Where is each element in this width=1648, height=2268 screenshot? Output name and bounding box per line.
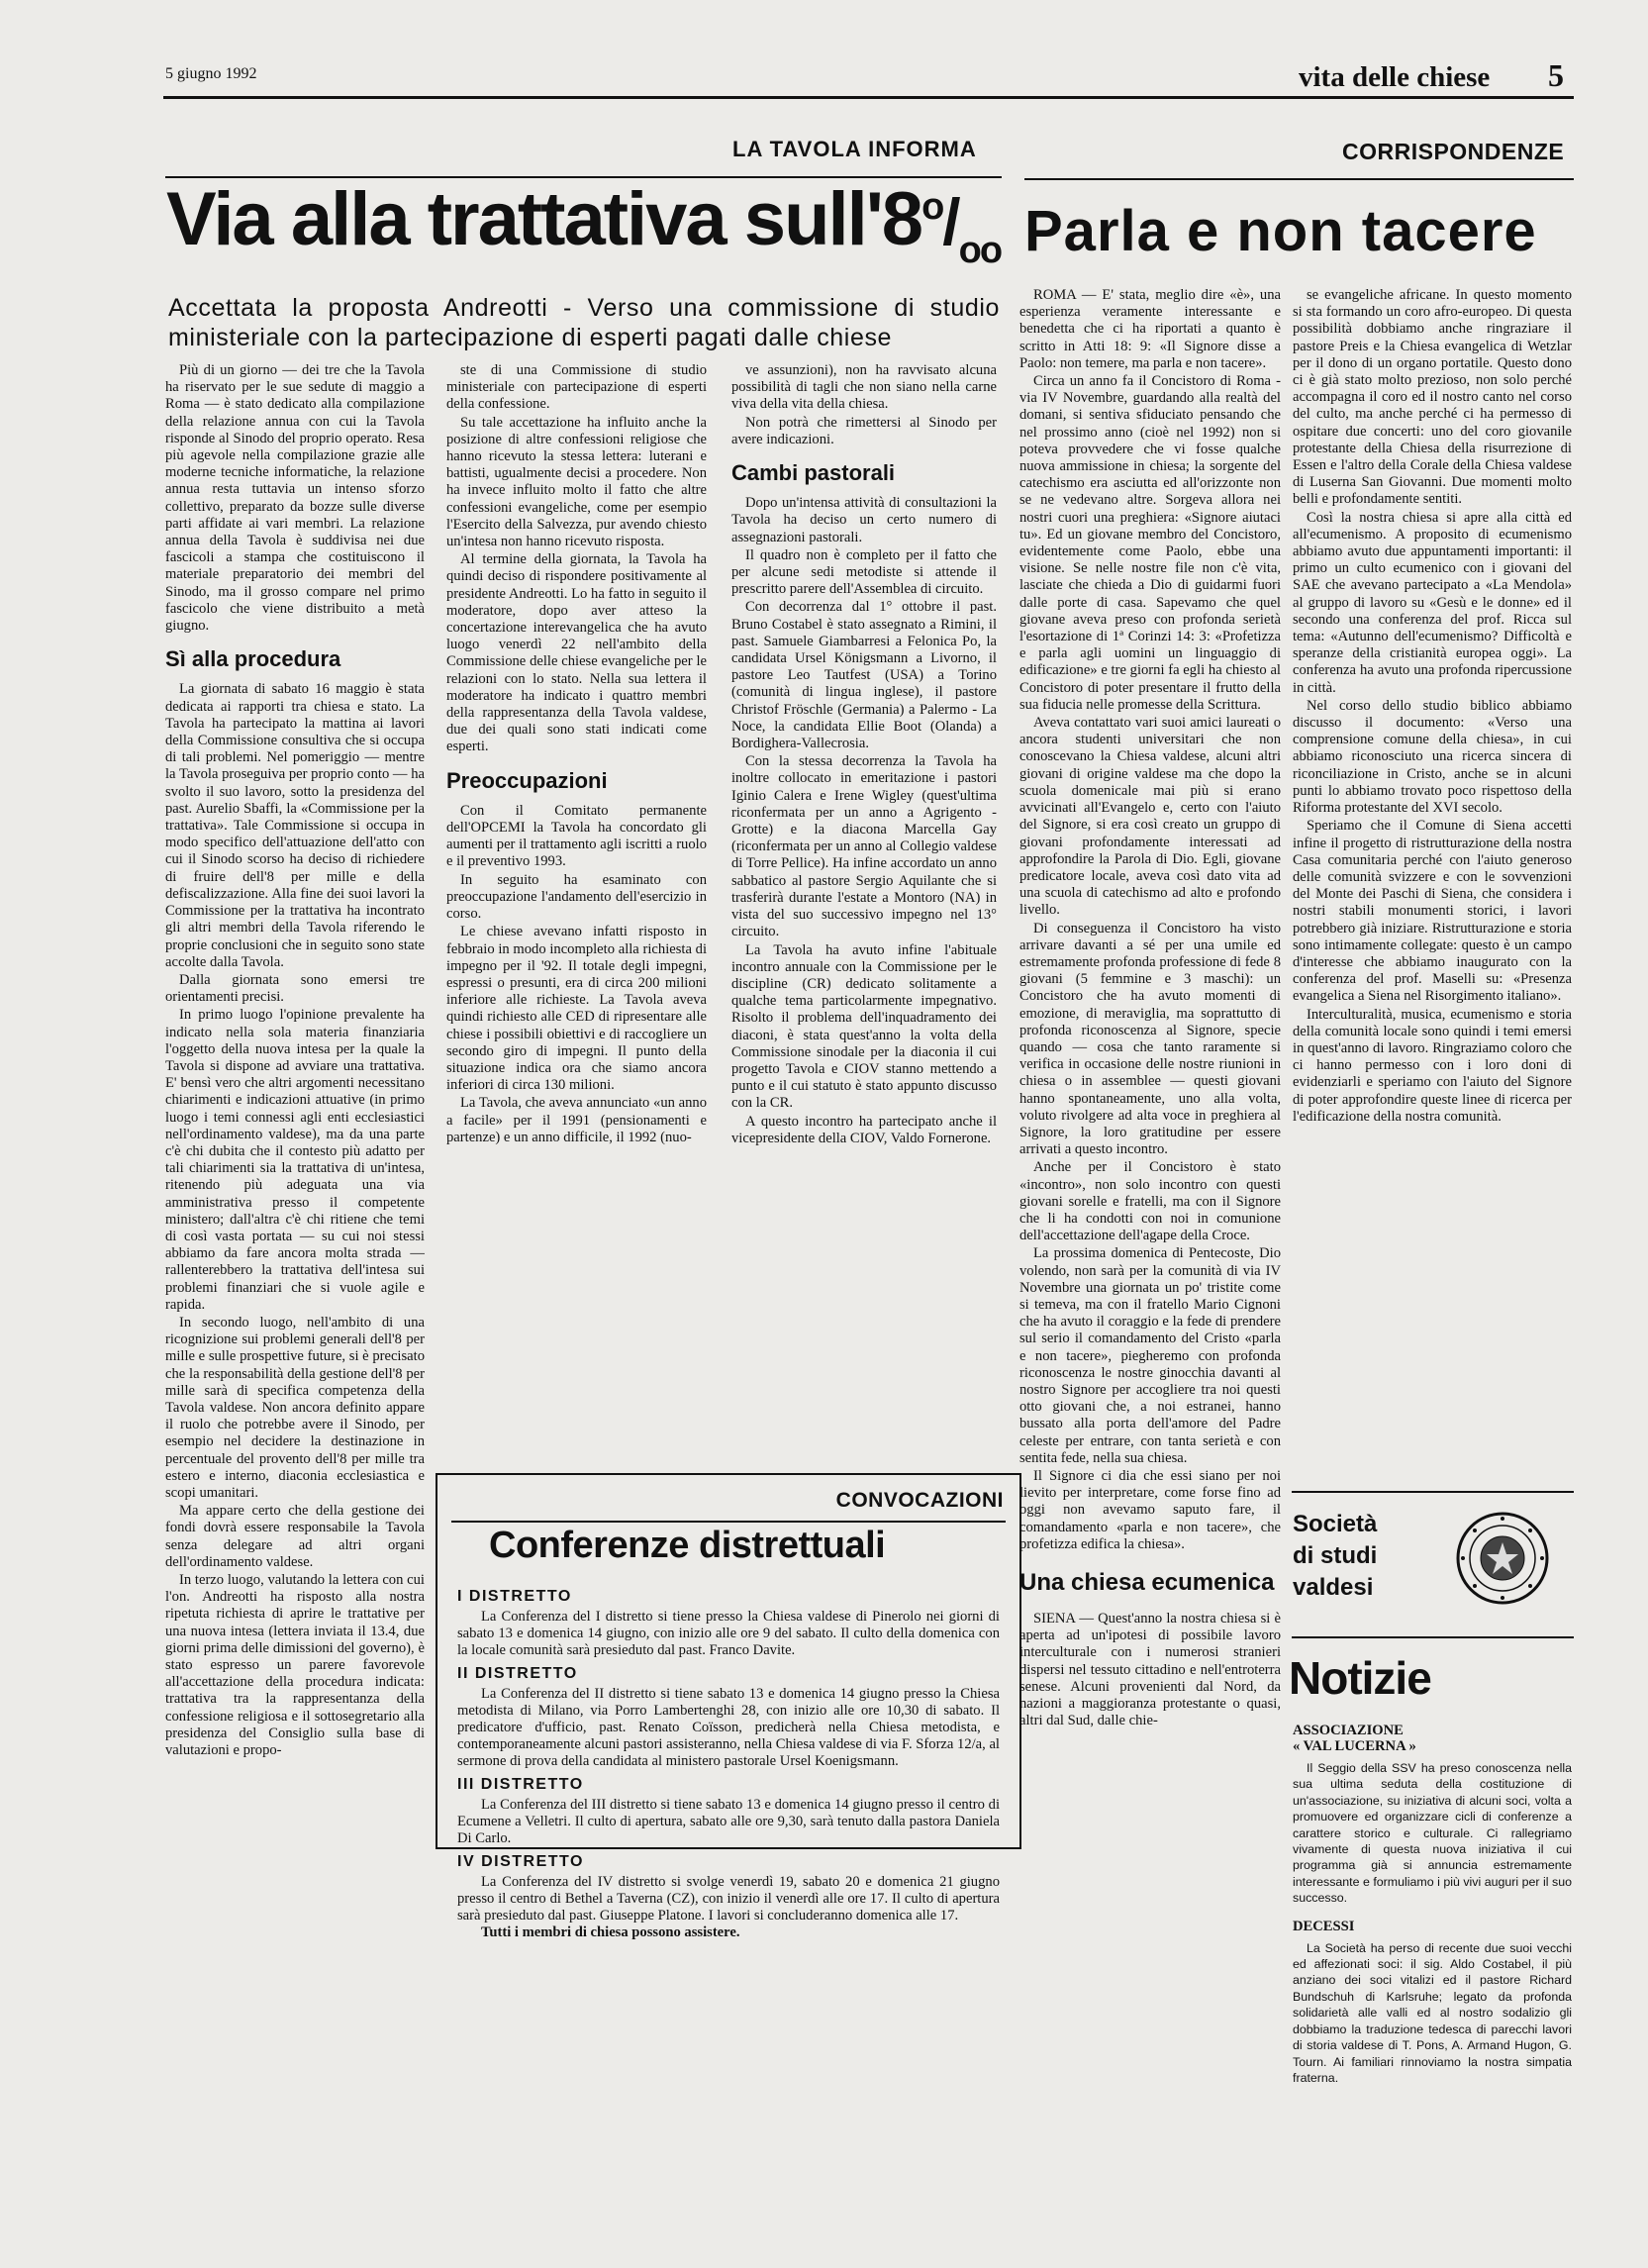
conferenze-list [457, 1582, 1000, 1941]
paragraph: ste di una Commissione di studio ministeriale con partecipazione di esperti della confessione. [446, 362, 707, 413]
society-seal-icon [1455, 1511, 1550, 1606]
paragraph: Su tale accettazione ha influito anche la posizione di altre confessioni religiose che hanno ricevuto la stessa lettera: luterani e battisti, ugualmente decisi a procedere. Non ha invece influito molto il fatto che altre confessioni evangeliche, come per esempio l'Esercito della Salvezza, pur avendo chiesto un'intesa non hanno ricevuto risposta. [446, 414, 707, 550]
paragraph: Ma appare certo che della gestione dei fondi dovrà essere responsabile la Tavola senza delegare ad altri organi dell'ordinamento valdese. [165, 1503, 425, 1570]
subhead-cambi: Cambi pastorali [731, 460, 896, 486]
paragraph: Anche per il Concistoro è stato «incontro», non solo incontro con questi giovani sorelle e fratelli, ma con il Signore che li ha condotti con noi in comunione dell'accettazione dell'agape della Croce. [1019, 1159, 1281, 1244]
paragraph: Con il Comitato permanente dell'OPCEMI la Tavola ha concordato gli aumenti per il trattamento agli iscritti a ruolo e il preventivo 1993. [446, 802, 707, 870]
convocazioni-label: CONVOCAZIONI [835, 1489, 1004, 1512]
right-headline: Parla e non tacere [1024, 199, 1537, 263]
paragraph: Interculturalità, musica, ecumenismo e storia della comunità locale sono quindi i temi emersi in quest'anno di lavoro. Ringraziamo coloro che ci hanno permesso con i loro doni di evidenziarli e speriamo con l'aiuto del Signore di poter approfondire queste linee di ricerca per l'edificazione della nostra comunità. [1293, 1006, 1572, 1125]
paragraph: Con la stessa decorrenza la Tavola ha inoltre collocato in emeritazione i pastori Iginio Calera e Irene Wigley (quest'ultima riconfermata per un anno a Agrigento - Grotte) e la diacona Marcella Gay (riconfermata per un anno al Collegio valdese di Torre Pellice). Ha infine accordato un anno sabbatico al pastore Sergio Aquilante che si trasferirà durante l'estate a Montoro (NA) in vista del suo successivo impegno nel 13° circuito. [731, 753, 997, 940]
paragraph: Aveva contattato vari suoi amici laureati o ancora studenti universitari che non conoscevano la Chiesa valdese, alcuni altri giovani di origine valdese ma che dopo la scuola domenicale mai più si erano avvicinati all'Evangelo e, certo con l'aiuto del Signore, si era così creato un gruppo di giovani profondamente interessati ad approfondire la Parola di Dio. Egli, giovane predicatore locale, aveva così dato vita ad una scuola di catechismo ad alto e profondo livello. [1019, 715, 1281, 919]
paragraph: In seguito ha esaminato con preoccupazione l'andamento dell'esercizio in corso. [446, 871, 707, 923]
paragraph: La Tavola ha avuto infine l'abituale incontro annuale con la Commissione per le discipline (CR) dedicato solitamente a qualche tema particolarmente impegnativo. Risolto il problema dell'inquadramento dei diaconi, è stata quest'anno la volta della Commissione sinodale per la diaconia il cui progetto Tavola e CIOV stanno mettendo a punto e il cui statuto è stato appunto discusso con la CR. [731, 941, 997, 1112]
subhead-procedura: Sì alla procedura [165, 646, 341, 672]
distretto-text: La Conferenza del I distretto si tiene presso la Chiesa valdese di Pinerolo nei giorni di sabato 13 e domenica 14 giugno, con inizio alle ore 9 del sabato. Il culto della domenica con la locale comunità sarà presieduto dal past. Franco Davite. [457, 1609, 1000, 1658]
convocazioni-box [436, 1473, 1021, 1940]
paragraph: Al termine della giornata, la Tavola ha quindi deciso di rispondere positivamente al presidente Andreotti. Lo ha fatto in seguito il moderatore, dopo aver atteso la concertazione interevangelica che ha avuto luogo venerdì 22 nell'ambito della Commissione delle chiese evangeliche per le relazioni con lo stato. Nella sua lettera il moderatore ha indicato i quattro membri della rappresentanza della Tavola valdese, due dei quali sono stati indicati come esperti. [446, 551, 707, 755]
convocazioni-rule [451, 1521, 1006, 1523]
header-rule [163, 96, 1574, 99]
notizie-body: ASSOCIAZIONE « VAL LUCERNA » Il Seggio della SSV ha preso conoscenza nella sua ultima seduta della costituzione di un'associazione, su iniziativa di alcuni soci, volta a promuovere ed organizzare cicli di conferenze a carattere storico e culturale. Ci rallegriamo vivamente di questa nuova iniziativa il cui programma già si annuncia estremamente interessante e formuliamo i più vivi auguri per il suo successo. DECESSI La Società ha perso di recente due suoi vecchi ed affezionati soci: il sig. Aldo Costabel, il più anziano dei soci vitalizi ed il pastore Richard Bundschuh di Karlsruhe; legato da profonda solidarietà alle valli ed al nostro sodalizio gli dobbiamo la traduzione tedesca di parecchi lavori di storia valdese di T. Pons, A. Armand Hugon, G. Tourn. Ai familiari rinnoviamo la nostra simpatia fraterna. [1293, 1723, 1572, 2085]
paragraph: Il Signore ci dia che essi siano per noi lievito per interpretare, come forse fino ad oggi non avevamo saputo fare, il comandamento «parla e non tacere», che profetizza edifica la chiesa». [1019, 1468, 1281, 1552]
distretto-heading: IV DISTRETTO [457, 1853, 584, 1870]
paragraph: Nel corso dello studio biblico abbiamo discusso il documento: «Verso una comprensione comune della chiesa», in cui abbiamo riconosciuto una ricerca sincera di riconciliazione in Cristo, anche se in alcuni punti lo abbiamo trovato poco rispettoso della Riforma protestante del XVI secolo. [1293, 697, 1572, 817]
society-rule-bottom [1292, 1636, 1574, 1638]
main-headline: Via alla trattativa $sull'8^o/_{oo}$ [166, 177, 1002, 271]
convocazioni-closing: Tutti i membri di chiesa possono assistere. [481, 1924, 740, 1940]
kicker-corrispondenze: CORRISPONDENZE [1342, 139, 1565, 164]
paragraph: A questo incontro ha partecipato anche il vicepresidente della CIOV, Valdo Fornerone. [731, 1113, 997, 1146]
kicker-tavola: LA TAVOLA INFORMA [732, 137, 977, 161]
section-name: vita delle chiese [1299, 61, 1491, 93]
paragraph: Speriamo che il Comune di Siena accetti infine il progetto di ristrutturazione della nostra Casa comunitaria perché con l'aiuto generoso delle comunità svizzere e con le sovvenzioni del Monte dei Paschi di Siena, che considera i nostri stabili monumenti storici, i lavori potrebbero già iniziare. Ristrutturazione e storia sono intimamente collegate: questo è un campo d'interesse che abbiamo inaugurato con la conferenza del prof. Maselli su: «Presenza evangelica a Siena nel Risorgimento italiano». [1293, 818, 1572, 1005]
paragraph: Dalla giornata sono emersi tre orientamenti precisi. [165, 971, 425, 1006]
page-number: 5 [1548, 57, 1564, 93]
paragraph: ROMA — E' stata, meglio dire «è», una esperienza veramente interessante e benedetta che ci ha riportati a quanto è scritto in Atti 18: 9: «Il Signore disse a Paolo: non temere, ma parla e non tacere». [1019, 287, 1281, 371]
paragraph: Più di un giorno — dei tre che la Tavola ha riservato per le sue sedute di maggio a Roma — è stato dedicato alla compilazione della relazione annua con cui la Tavola risponde al Sinodo del proprio operato. Resa più agevole nella compilazione grazie alle moderne tecniche informatiche, la relazione annua resta tuttavia un intenso sforzo collettivo, preparato da bozze sulle diverse parti affidate ai vari membri. La relazione annua della Tavola è suddivisa nei due fascicoli a stampa che costituiscono il materiale preparatorio dei membri del Sinodo, ma il grosso compare nel primo fascicolo che viene distribuito a metà giugno. [165, 362, 425, 635]
kicker-rule-right [1024, 178, 1574, 180]
distretto-heading: I DISTRETTO [457, 1588, 572, 1605]
paragraph: Dopo un'intensa attività di consultazioni la Tavola ha deciso un certo numero di assegnazioni pastorali. [731, 495, 997, 545]
paragraph: Di conseguenza il Concistoro ha visto arrivare davanti a sé per una umile ed estremamente profonda professione di fede 8 giovani (5 femmine e 3 maschi): un Concistoro che ha avuto momenti di emozione, di meraviglia, ma soprattutto di profonda riconoscenza al Signore, specie quando — cosa che tanto raramente si verifica in occasione delle nostre riunioni in chiesa o in assemblee — questi giovani hanno spontaneamente, uno alla volta, voluto rivolgere ad alta voce in preghiera al Signore, la loro gratitudine per essere arrivati a questo incontro. [1019, 920, 1281, 1158]
paragraph: In secondo luogo, nell'ambito di una ricognizione sui problemi generali dell'8 per mille e sulle prospettive future, si è precisato che la responsabilità della gestione dell'8 per mille sarà di specifica competenza della Tavola valdese. Non ancora definito appare il ruolo che potrebbe avere il Sinodo, per esempio nel decidere la destinazione in percentuale del provento dell'8 per mille tra estero e interno, diaconia ecclesiastica e scopi umanitari. [165, 1314, 425, 1501]
article-column-3 [731, 362, 997, 1422]
article-column-4 [1019, 287, 1281, 1861]
paragraph: La giornata di sabato 16 maggio è stata dedicata ai rapporti tra chiesa e stato. La Tavola ha partecipato la mattina ai lavori della Commissione consultiva che si occupa di tali problemi. Nel pomeriggio — mentre la Tavola proseguiva per proprio conto — ha svolto il suo lavoro, sotto la presidenza del past. Aurelio Sbaffi, la «Commissione per la trattativa». Tale Commissione si occupa in modo specifico dell'attuazione dell'atto con cui il Sinodo scorso ha deciso di richiedere di fruire dell'8 per mille e della defiscalizzazione. Alla fine dei suoi lavori la Commissione per la trattativa ha incontrato gli altri membri della Tavola riferendo le proprie conclusioni che in seguito sono state accolte dalla Tavola. [165, 681, 425, 970]
article-column-2 [446, 362, 707, 1422]
paragraph: In primo luogo l'opinione prevalente ha indicato nella sola materia finanziaria l'oggetto della nuova intesa per la quale la Tavola si dispone ad avviare una trattativa. E' bensì vero che altri argomenti necessitano chiarimenti e indicazioni attuative (in primo luogo i temi connessi agli enti ecclesiastici nell'ordinamento valdese), ma da una parte c'è chi dubita che il contesto più adatto per tali chiarimenti sia la trattativa di un'intesa, ritenendo più adeguata una via amministrativa presso il competente ministero; dall'altra c'è chi ritiene che temi di così vasta portata — su cui noi stessi abbiamo da fare ancora molta strada — rallenterebbero la trattativa dell'intesa sui problemi finanziari che si vuole agile e rapida. [165, 1007, 425, 1313]
society-name: Società di studi valdesi [1293, 1511, 1378, 1601]
subhead-chiesa-ecumenica: Una chiesa ecumenica [1019, 1569, 1275, 1597]
paragraph: Così la nostra chiesa si apre alla città ed all'ecumenismo. A proposito di ecumenismo abbiamo avuto due appuntamenti importanti: il primo un culto ecumenico con i giovani del SAE che avevano partecipato a «La Mendola» al gruppo di lavoro su «Gesù e le donne» ed il secondo una conferenza del prof. Ricca sul tema: «Autunno dell'ecumenismo? Difficoltà e speranze della cristianità europea oggi». La conferenza ha avuto una profonda ripercussione in città. [1293, 509, 1572, 696]
conferenze-title: Conferenze distrettuali [489, 1525, 886, 1566]
distretto-text: La Conferenza del III distretto si tiene sabato 13 e domenica 14 giugno presso il centro di Ecumene a Velletri. Il culto di apertura, sabato alle ore 9,30, sarà tenuto dalla pastora Daniela Di Carlo. [457, 1797, 1000, 1846]
distretto-text: La Conferenza del IV distretto si svolge venerdì 19, sabato 20 e domenica 21 giugno presso il centro di Bethel a Taverna (CZ), con inizio il venerdì alle ore 17. Il culto di apertura sarà presieduto dal past. Giuseppe Platone. I lavori si concluderanno domenica alle 17. [457, 1874, 1000, 1923]
paragraph: La Tavola, che aveva annunciato «un anno a facile» per il 1991 (pensionamenti e partenze) e un anno difficile, il 1992 (nuo- [446, 1095, 707, 1145]
article-column-1 [165, 362, 425, 1867]
distretto-heading: II DISTRETTO [457, 1665, 578, 1682]
paragraph: SIENA — Quest'anno la nostra chiesa si è aperta ad un'ipotesi di possibile lavoro interculturale con i numerosi stranieri dispersi nel tessuto cittadino e nell'entroterra senese. Alcuni provenienti dal Nord, da nazioni a maggioranza protestante o quasi, altri dal Sud, dalle chie- [1019, 1611, 1281, 1729]
paragraph: se evangeliche africane. In questo momento si sta formando un coro afro-europeo. Di questa possibilità dobbiamo anche ringraziare il pastore Preis e la Chiesa evangelica di Wetzlar per il dono di un organo portatile. Questo dono ci è già stato molto prezioso, non solo perché accompagna il coro ed il nostro canto nel corso del culto, ma anche perché ci ha permesso di ospitare due concerti: uno del coro giovanile protestante della Chiesa della risurrezione di Essen e l'altro della Corale della Chiesa valdese di Luserna San Giovanni. Due momenti molto belli e profondamente sentiti. [1293, 287, 1572, 508]
paragraph: Non potrà che rimettersi al Sinodo per avere indicazioni. [731, 414, 997, 447]
paragraph: ve assunzioni), non ha ravvisato alcuna possibilità di tagli che non siano nella carne viva della vita della chiesa. [731, 362, 997, 413]
paragraph: Circa un anno fa il Concistoro di Roma - via IV Novembre, guardando alla realtà del domani, si sentiva sfiduciato pensando che nel prossimo anno (cioè nel 1992) non si poteva provvedere che vi fosse qualche nuova ammissione in chiesa; la sorgente del catechismo era asciutta ed all'orizzonte non se ne vedevano altre. Sorgeva allora nei nostri cuori una preghiera: «Signore aiutaci tu». Ed un giovane membro del Concistoro, evidentemente come Paolo, ebbe una visione. Se nelle nostre file non c'è vita, lasciate che chieda a Dio di guidarmi fuori dalle porte di casa. Sapevamo che quel giovane aveva preso con profonda serietà l'esortazione di 1ª Corinzi 14: 3: «Profetizza e parla agli uomini un linguaggio di edificazione» e tre giorni fa egli ha chiesto al Concistoro di poter presentare il frutto della sua fiducia nelle promesse della Scrittura. [1019, 373, 1281, 713]
subhead-preoccupazioni: Preoccupazioni [446, 767, 608, 793]
paragraph: Il quadro non è completo per il fatto che per alcune sedi metodiste si attende il prescritto parere dell'Assemblea di circuito. [731, 546, 997, 598]
issue-date: 5 giugno 1992 [165, 65, 257, 82]
paragraph: La prossima domenica di Pentecoste, Dio volendo, non sarà per la comunità di via IV Novembre una giornata un po' tristite come si temeva, ma con il fratello Mario Cignoni che ha avuto il coraggio e la fede di prendere sul serio il comandamento del Cristo «parla e non tacere», piegheremo con profonda riconoscenza le nostre ginocchia davanti al nostro Signore per accogliere tra noi questi otto giovani che, a noi estranei, hanno bussato alla porta dell'amore del Padre celeste per entrare, con tanta serietà e con sentita fede, nella sua chiesa. [1019, 1245, 1281, 1466]
deck-subtitle: Accettata la proposta Andreotti - Verso una commissione di studio ministeriale con la partecipazione di esperti pagati dalle chiese [168, 294, 1000, 351]
distretto-heading: III DISTRETTO [457, 1776, 584, 1793]
paragraph: Con decorrenza dal 1° ottobre il past. Bruno Costabel è stato assegnato a Rimini, il past. Samuele Giambarresi a Felonica Po, la candidata Ursel Königsmann a Livorno, il pastore Leo Tautfest (USA) a Torino (comunità di lingua inglese), il pastore Christof Fröschle (Germania) a Palermo - La Noce, la candidata Ellie Boot (Olanda) a Bordighera-Vallecrosia. [731, 599, 997, 752]
society-rule-top [1292, 1491, 1574, 1493]
article-column-5 [1293, 287, 1572, 1495]
distretto-text: La Conferenza del II distretto si tiene sabato 13 e domenica 14 giugno presso la Chiesa metodista di Milano, via Porro Lambertenghi 28, con inizio alle ore 10,30 di sabato. Il predicatore d'ufficio, past. Renato Coïsson, predicherà nella Chiesa metodista, e contemporaneamente alcuni pastori assisteranno, nella Chiesa valdese di via F. Sforza 12/a, al sermone di prova della candidata al ministero pastorale Ursel Koenigsmann. [457, 1686, 1000, 1769]
paragraph: Le chiese avevano infatti risposto in febbraio in modo incompleto alla richiesta di impegno per il '92. Il totale degli impegni, espressi o presunti, era di circa 200 milioni inferiore alle richieste. La Tavola aveva quindi richiesto alle CED di ripresentare alle chiese i possibili obiettivi e di raccogliere un secondo giro di impegni. Il punto della situazione indica ora che siamo ancora inferiori di circa 130 milioni. [446, 924, 707, 1094]
notizie-title: Notizie [1289, 1652, 1431, 1704]
paragraph: In terzo luogo, valutando la lettera con cui l'on. Andreotti ha risposto alla nostra ripetuta richiesta di aprire le trattative per una nuova intesa (lettera inviata il 13.4, due giorni prima delle dimissioni del governo), è stato espresso un parere favorevole all'accettazione della procedura indicata: trattativa tra la rappresentanza della confessione religiosa e il sottosegretario alla presidenza del Consiglio sulla base di valutazioni e propo- [165, 1572, 425, 1759]
